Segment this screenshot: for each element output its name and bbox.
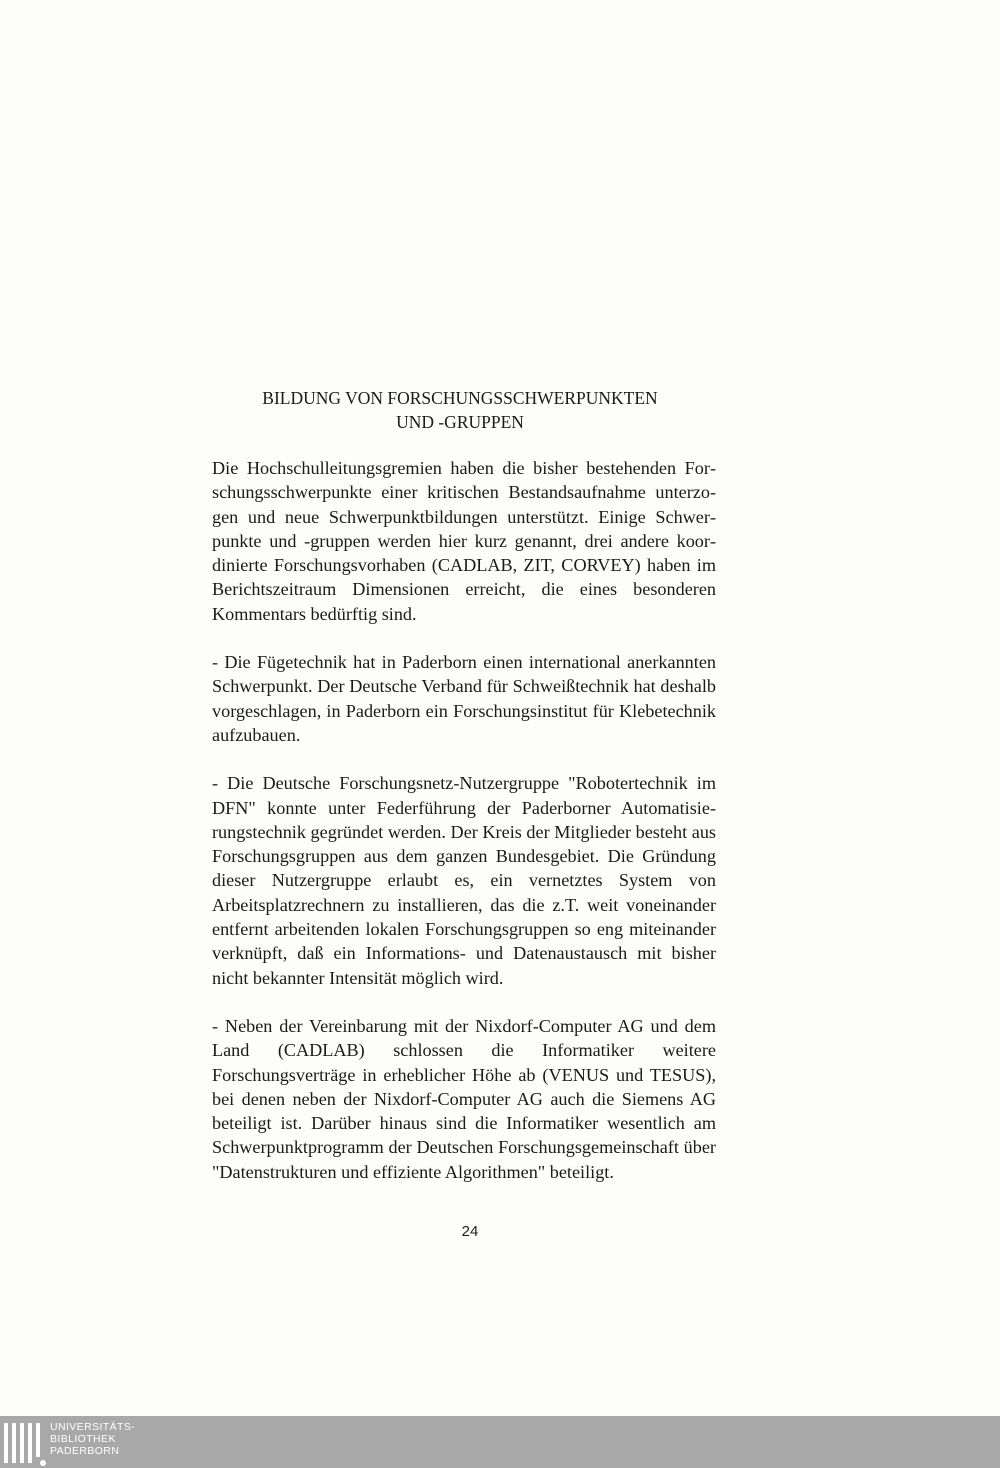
library-logo-bars-icon [4, 1423, 40, 1463]
logo-line-1: UNIVERSITÄTS- [50, 1421, 136, 1433]
library-logo-dot-icon [40, 1460, 46, 1466]
library-logo [4, 1420, 135, 1464]
library-logo-text [50, 1421, 135, 1457]
body-text [212, 456, 716, 1208]
page-number: 24 [461, 1223, 479, 1240]
paragraph-fuegetechnik: - Die Fügetechnik hat in Paderborn einen international anerkannten Schwerpunkt. Der Deutsche Verband für Schweißtechnik hat deshalb vorgeschlagen, in Paderborn ein Forschungsinstitut für Klebetechnik aufzubauen. [212, 652, 716, 745]
logo-line-3: PADERBORN [50, 1445, 120, 1457]
library-footer-bar [0, 1416, 1000, 1468]
heading-line-2: UND -GRUPPEN [396, 412, 524, 432]
paragraph-informatik: - Neben der Vereinbarung mit der Nixdorf-Computer AG und dem Land (CADLAB) schlossen die Informatiker weitere Forschungsverträge in erheblicher Höhe ab (VENUS und TESUS), bei denen neben der Nixdorf-Computer AG auch die Siemens AG beteiligt ist. Darüber hinaus sind die Informatiker wesentlich am Schwerpunktprogramm der Deutschen Forschungsgemeinschaft über "Datenstrukturen und effiziente Algorithmen" beteiligt. [212, 1015, 716, 1182]
paragraph-robotertechnik: - Die Deutsche Forschungsnetz-Nutzergruppe "Robotertechnik im DFN" konnte unter Federführung der Paderborner Automatisierungstechnik gegründet werden. Der Kreis der Mitglieder besteht aus Forschungsgruppen aus dem ganzen Bundesgebiet. Die Gründung dieser Nutzergruppe erlaubt es, ein vernetztes System von Arbeitsplatzrechnern zu installieren, das die z.T. weit voneinander entfernt arbeitenden lokalen Forschungsgruppen so eng miteinander verknüpft, daß ein Informations- und Datenaustausch mit bisher nicht bekannter Intensität möglich wird. [212, 773, 716, 988]
section-heading [210, 386, 710, 434]
heading-line-1: BILDUNG VON FORSCHUNGSSCHWERPUNKTEN [262, 388, 658, 408]
paragraph-intro: Die Hochschulleitungsgremien haben die bisher bestehenden Forschungsschwerpunkte einer kritischen Bestandsaufnahme unterzogen und neue Schwerpunktbildungen unterstützt. Einige Schwerpunkte und -gruppen werden hier kurz genannt, drei andere koordinierte Forschungsvorhaben (CADLAB, ZIT, CORVEY) haben im Berichtszeitraum Dimensionen erreicht, die eines besonderen Kommentars bedürftig sind. [212, 458, 716, 624]
logo-line-2: BIBLIOTHEK [50, 1433, 116, 1445]
